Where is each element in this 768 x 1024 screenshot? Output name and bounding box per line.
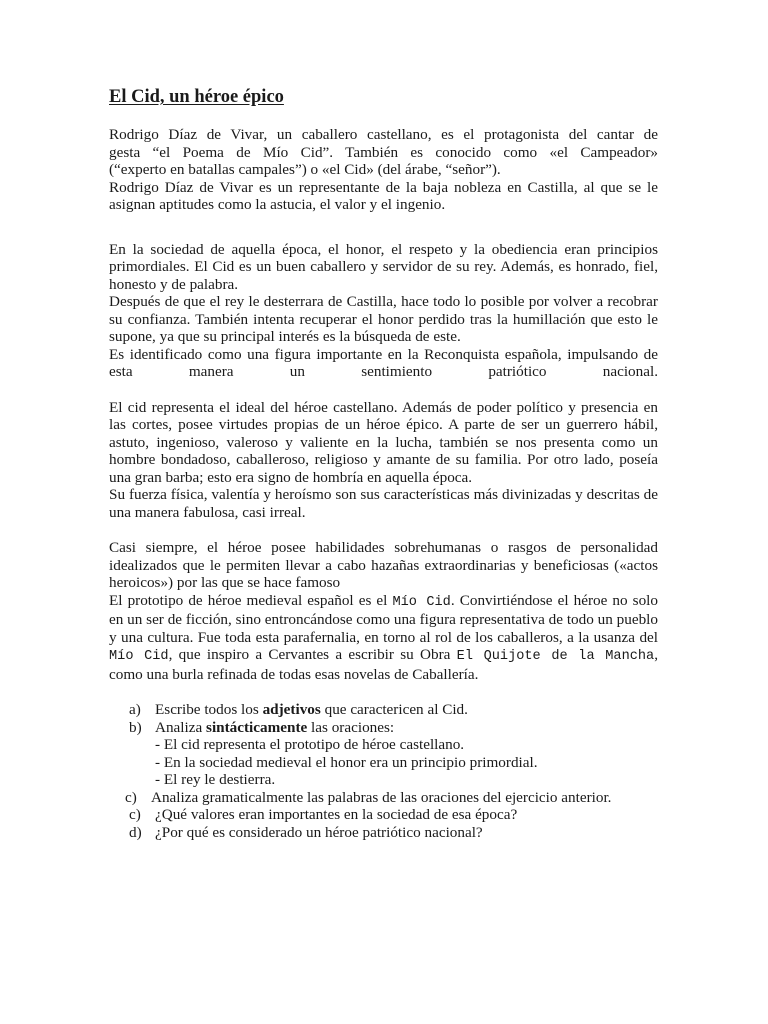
hero-text-3: , que inspiro a Cervantes a escribir su Obra xyxy=(168,646,457,663)
exercise-text: ¿Qué valores eran importantes en la sociedad de esa época? xyxy=(155,806,518,823)
intro-paragraph-2: Rodrigo Díaz de Vivar es un representante de la baja nobleza en Castilla, al que se le asignan aptitudes como la astucia, el valor y el ingenio. xyxy=(109,178,658,213)
intro-line-3: (“experto en batallas campales”) o «el Cid» (del árabe, “señor”). xyxy=(109,161,501,178)
exercise-text: Analiza xyxy=(155,718,207,736)
hero-mono-1: Mío Cid xyxy=(392,594,451,610)
exercise-marker: a) xyxy=(129,701,141,718)
honor-paragraph-1: En la sociedad de aquella época, el honor, el respeto y la obediencia eran principios primordiales. El Cid es un buen caballero y servidor de su rey. Además, es honrado, fiel, honesto y de palabra. xyxy=(109,240,658,293)
exercise-marker: c) xyxy=(129,806,141,823)
exercise-keyword: adjetivos xyxy=(262,701,321,718)
hero-mono-3: El Quijote de la Mancha xyxy=(456,649,655,664)
document-title: El Cid, un héroe épico xyxy=(109,87,284,107)
exercise-text: Analiza gramaticalmente las palabras de las oraciones del ejercicio anterior. xyxy=(151,788,612,806)
sentence-item: - El rey le destierra. xyxy=(155,771,276,788)
exercise-keyword: sintácticamente xyxy=(206,718,308,736)
document-body xyxy=(109,86,658,841)
hero-text-1: El prototipo de héroe medieval español es el xyxy=(109,591,393,609)
hero-text-2: . Convirtiéndose el héroe no solo en un ser de ficción, sino entroncándose como una figura representativa de todo un pueblo y una cultura. Fue toda esta parafernalia, en torno al rol de los caballeros, a la usanza del xyxy=(109,591,658,646)
sentence-item: - En la sociedad medieval el honor era un principio primordial. xyxy=(155,753,538,771)
intro-line-1: Rodrigo Díaz de Vivar, un caballero castellano, es el protagonista del cantar de xyxy=(109,126,658,143)
exercise-text: que caractericen al Cid. xyxy=(320,701,468,718)
sentence-list xyxy=(155,736,658,789)
ideal-paragraph-1: El cid representa el ideal del héroe castellano. Además de poder político y presencia en las cortes, posee virtudes propias de un héroe épico. A parte de ser un guerrero hábil, astuto, ingenioso, valeroso y valiente en la lucha, también se nos presenta como un hombre bondadoso, caballeroso, religioso y amante de su familia. Por otro lado, poseía una gran barba; esto era signo de hombría en aquella época. xyxy=(109,398,658,486)
hero-paragraph-1: Casi siempre, el héroe posee habilidades sobrehumanas o rasgos de personalidad idealizados que le permiten llevar a cabo hazañas extraordinarias y beneficiosas («actos heroicos») por las que se hace famoso xyxy=(109,539,658,591)
honor-section xyxy=(109,241,658,381)
ideal-section xyxy=(109,399,658,522)
exercise-text: Escribe todos los xyxy=(155,701,263,718)
hero-paragraph-2 xyxy=(109,592,658,684)
exercise-c-values xyxy=(109,806,658,824)
exercise-b xyxy=(109,719,658,789)
hero-mono-2: Mío Cid xyxy=(109,649,169,664)
exercise-text: ¿Por qué es considerado un héroe patriótico nacional? xyxy=(155,823,483,841)
exercise-a xyxy=(109,701,658,719)
hero-section xyxy=(109,539,658,683)
exercise-c-analyze xyxy=(109,789,658,807)
exercise-d xyxy=(109,824,658,842)
intro-line-2: gesta “el Poema de Mío Cid”. También es conocido como «el Campeador» xyxy=(109,143,658,161)
honor-paragraph-2: Después de que el rey le desterrara de Castilla, hace todo lo posible por volver a recobrar su confianza. También intenta recuperar el honor perdido tras la humillación que esto le supone, ya que su principal interés es la búsqueda de este. xyxy=(109,293,658,345)
intro-section xyxy=(109,126,658,214)
exercise-list xyxy=(109,701,658,841)
hero-text-4: , como una burla refinada de todas esas novelas de Caballería. xyxy=(109,646,659,683)
honor-paragraph-3: Es identificado como una figura importante en la Reconquista española, impulsando de esta manera un sentimiento patriótico nacional. xyxy=(109,345,658,380)
exercise-marker: b) xyxy=(129,718,142,736)
exercise-marker: d) xyxy=(129,823,142,841)
exercise-text: las oraciones: xyxy=(307,718,395,736)
exercise-marker: c) xyxy=(125,788,137,806)
ideal-paragraph-2: Su fuerza física, valentía y heroísmo son sus características más divinizadas y descritas de una manera fabulosa, casi irreal. xyxy=(109,486,658,521)
sentence-item: - El cid representa el prototipo de héroe castellano. xyxy=(155,736,465,753)
